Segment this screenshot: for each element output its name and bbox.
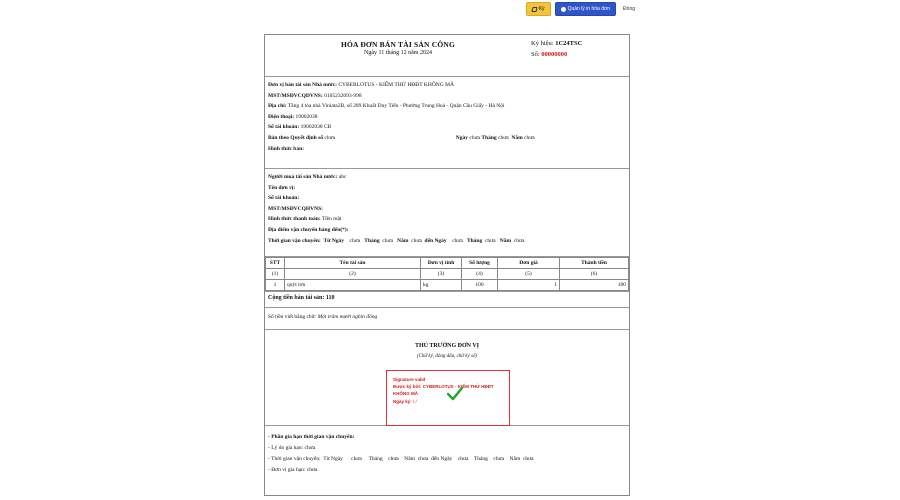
buyer-transport-row: Thời gian vận chuyển: Từ Ngày chưa Tháng chưa Năm chưa đến Ngày chưa Tháng chưa Năm chưa [268, 237, 525, 244]
invoice-header [265, 35, 629, 77]
close-button[interactable] [620, 2, 638, 16]
signature-title: THỦ TRƯỞNG ĐƠN VỊ [414, 343, 480, 349]
col-header-qty: Số lượng [462, 258, 498, 269]
toolbar [526, 2, 638, 16]
seller-tax-row: MST/MSĐVCQDVNS: 0105232093-998 [268, 92, 362, 99]
col-header-stt: STT [266, 258, 285, 269]
seller-account-row: Số tài khoản: 19002038 CB [268, 124, 332, 131]
buyer-place-row: Địa điểm vận chuyển hàng đến(*): [268, 226, 349, 233]
invoice-title: HÓA ĐƠN BÁN TÀI SẢN CÔNG [340, 40, 456, 49]
sign-date-value: / / [413, 398, 417, 404]
signature-valid-text: Signature valid [393, 377, 426, 382]
invoice-date: Ngày 11 tháng 12 năm 2024 [364, 50, 432, 56]
seller-phone-row: Điện thoại: 19002038 [268, 113, 318, 120]
col-header-name: Tên tài sản [285, 258, 421, 269]
extension-unit-row: - Đơn vị gia hạn: chưa [268, 467, 318, 473]
seller-decision-row: Bán theo Quyết định số chưa Ngày chưa Tháng chưa Năm chưa [268, 134, 535, 141]
items-table [265, 257, 629, 291]
manage-print-button[interactable] [555, 2, 616, 16]
invoice-number-label: Số: [531, 51, 540, 58]
manage-print-label: Quản lý in hóa đơn [567, 6, 611, 12]
invoice-symbol-label: Ký hiệu: [531, 40, 554, 47]
col-header-unit: Đơn vị tính [421, 258, 462, 269]
items-table-section [265, 257, 629, 292]
signer-label: Được ký bởi: [393, 384, 422, 390]
amount-in-words-row [265, 308, 629, 330]
sign-button-label: Ký [538, 6, 545, 12]
invoice-document [264, 34, 630, 496]
invoice-number-value: 00000000 [541, 51, 568, 58]
signature-section [265, 330, 629, 426]
total-label: Cộng tiền bán tài sản: [268, 295, 325, 301]
seller-unit-row: Đơn vị bán tài sản Nhà nước: CYBERLOTUS - KIỂM THỬ HĐĐT KHÔNG MÃ [268, 82, 454, 88]
sign-button[interactable] [526, 2, 551, 16]
extension-title: - Phần gia hạn thời gian vận chuyển: [268, 434, 355, 440]
table-row: 1 quýt lơn kg 100 1 100 [266, 280, 629, 291]
buyer-account-row: Số tài khoản: [268, 195, 300, 202]
print-manage-icon [561, 7, 566, 12]
col-header-price: Đơn giá [498, 258, 560, 269]
digital-signature-box[interactable] [386, 370, 510, 426]
extension-time-row: - Thời gian vận chuyển: Từ Ngày chưa Tháng chưa Năm chưa đến Ngày chưa Tháng chưa Năm chưa [268, 456, 534, 462]
col-header-amount: Thành tiền [560, 258, 629, 269]
table-header-row [266, 258, 629, 269]
seller-info [265, 77, 629, 169]
buyer-tax-row: MST/MSĐVCQHVNS: [268, 205, 324, 212]
buyer-unit-row: Tên đơn vị: [268, 184, 296, 191]
buyer-payment-row: Hình thức thanh toán: Tiền mặt [268, 216, 342, 223]
amount-in-words-label: Số tiền viết bằng chữ: [268, 314, 317, 320]
invoice-symbol [531, 40, 582, 48]
buyer-name-row: Người mua tài sản Nhà nước: abc [268, 174, 347, 180]
signer-value: CYBERLOTUS - KIỂM THỬ HĐĐT KHÔNG MÃ [393, 384, 494, 397]
extension-section [265, 426, 629, 478]
invoice-symbol-value: 1C24TSC [555, 40, 583, 47]
sign-date-label: Ngày ký: [393, 398, 412, 404]
extension-reason-row: - Lý do gia hạn: chưa [268, 445, 316, 451]
signature-subtitle: (Chữ ký, đóng dấu, chữ ký số) [416, 354, 478, 359]
amount-in-words-value: Một trăm mười nghìn đồng [317, 314, 378, 320]
total-row [265, 292, 629, 308]
pen-icon [531, 7, 537, 12]
total-value: 110 [325, 295, 335, 301]
close-button-label: Đóng [623, 6, 635, 12]
buyer-info [265, 169, 629, 257]
table-index-row: (1) (2) (3) (4) (5) (6) [266, 269, 629, 280]
checkmark-icon [447, 387, 463, 401]
invoice-number [531, 51, 567, 59]
seller-form-row: Hình thức bán: [268, 145, 305, 152]
seller-address-row: Địa chỉ: Tầng 4 tòa nhà Viniata2B, số 289 Khuất Duy Tiến - Phường Trung Hoà - Quận Cầu Giấy - Hà Nội [268, 103, 505, 110]
